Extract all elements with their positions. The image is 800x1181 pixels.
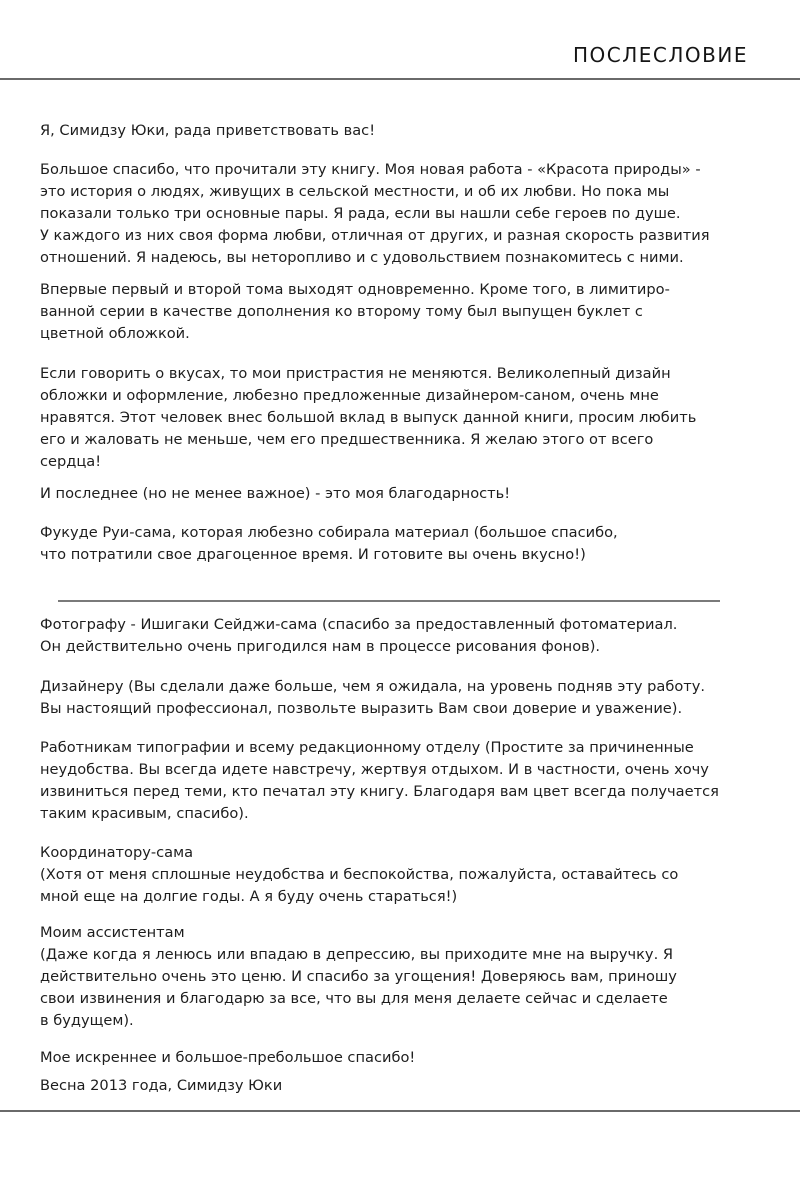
paragraph-design: Если говорить о вкусах, то мои пристрастия не меняются. Великолепный дизайн обложки и оформление, любезно предложенные дизайнером-саном, очень мне нравятся. Этот человек внес большой вклад в выпуск данной книги, просим любить его и жаловать не меньше, чем его предшественника. Я желаю этого от всего сердца! [40,365,697,470]
paragraph-coordinator: Координатору-сама (Хотя от меня сплошные неудобства и беспокойства, пожалуйста, оставайтесь со мной еще на долгие годы. А я буду очень стараться!) [40,844,679,905]
paragraph-designer: Дизайнеру (Вы сделали даже больше, чем я ожидала, на уровень подняв эту работу. Вы настоящий профессионал, позвольте выразить Вам свои доверие и уважение). [40,678,706,717]
paragraph-fukude: Фукуде Руи-сама, которая любезно собирала материал (большое спасибо, что потратили свое драгоценное время. И готовите вы очень вкусно!) [40,524,618,563]
header-divider [0,78,800,80]
paragraph-volumes: Впервые первый и второй тома выходят одновременно. Кроме того, в лимитиро- ванной серии в качестве дополнения ко второму тому был выпущен буклет с цветной обложкой. [40,281,670,342]
paragraph-intro: Большое спасибо, что прочитали эту книгу. Моя новая работа - «Красота природы» - это история о людях, живущих в сельской местности, и об их любви. Но пока мы показали только три основные пары. Я рада, если вы нашли себе героев по душе. У каждого из них своя форма любви, отличная от других, и разная скорость развития отношений. Я надеюсь, вы неторопливо и с удовольствием познакомитесь с ними. [40,161,710,266]
section-divider [58,600,720,602]
closing-thanks: Мое искреннее и большое-пребольшое спасибо! [40,1049,416,1066]
page-title: ПОСЛЕСЛОВИЕ [573,43,748,67]
signature: Весна 2013 года, Симидзу Юки [40,1077,283,1094]
paragraph-printing: Работникам типографии и всему редакционному отделу (Простите за причиненные неудобства. Вы всегда идете навстречу, жертвуя отдыхом. И в частности, очень хочу извиниться перед теми, кто печатал эту книгу. Благодаря вам цвет всегда получается таким красивым, спасибо). [40,739,719,822]
paragraph-photographer: Фотографу - Ишигаки Сейджи-сама (спасибо за предоставленный фотоматериал. Он действительно очень пригодился нам в процессе рисования фонов). [40,616,678,655]
paragraph-assistants: Моим ассистентам (Даже когда я ленюсь или впадаю в депрессию, вы приходите мне на выручку. Я действительно очень это ценю. И спасибо за угощения! Доверяюсь вам, приношу свои извинения и благодарю за все, что вы для меня делаете сейчас и сделаете в будущем). [40,924,677,1029]
greeting: Я, Симидзу Юки, рада приветствовать вас! [40,122,376,139]
paragraph-gratitude: И последнее (но не менее важное) - это моя благодарность! [40,485,511,502]
footer-divider [0,1110,800,1112]
